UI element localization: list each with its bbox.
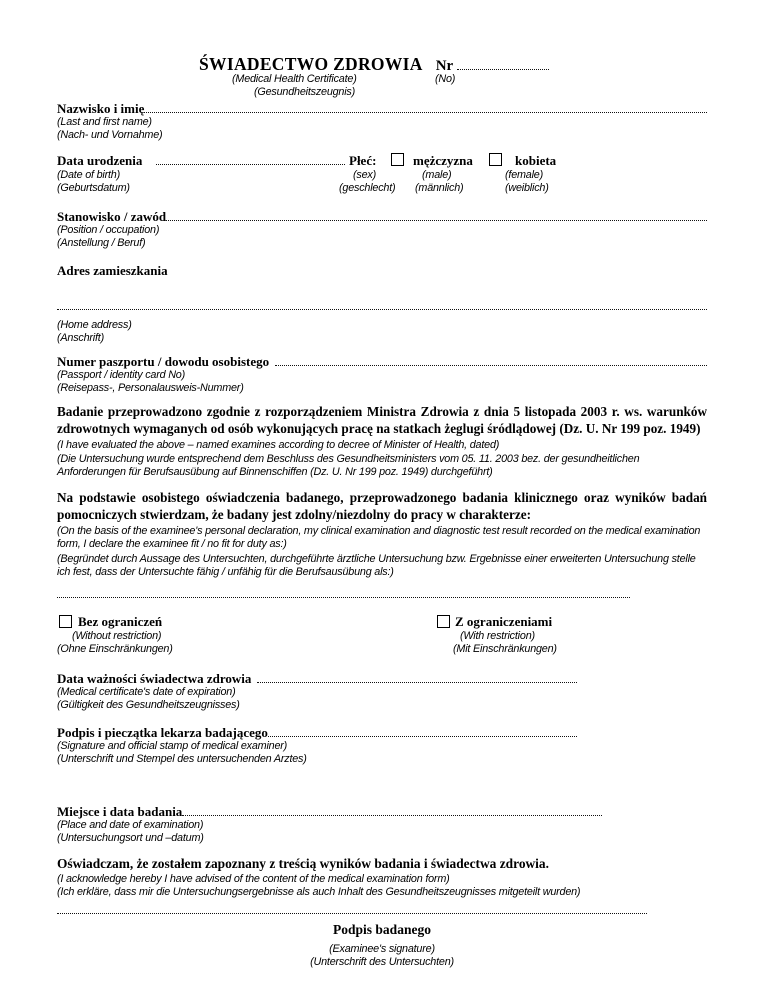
- decree-text-en: (I have evaluated the above – named examines according to decree of Minister of Health, dated): [57, 439, 500, 451]
- restrictions-section: [57, 614, 707, 658]
- document-title: ŚWIADECTWO ZDROWIA: [199, 54, 423, 74]
- examinee-signature-block: [57, 922, 707, 969]
- male-translation-de: (männlich): [415, 182, 464, 194]
- place-date-translation-en: (Place and date of examination): [57, 818, 204, 831]
- declaration-section: [57, 489, 707, 598]
- male-label: mężczyzna: [413, 153, 473, 168]
- checkbox-without-restriction[interactable]: [59, 615, 72, 628]
- sex-label: Płeć:: [349, 153, 377, 168]
- birth-date-translation-de: (Geburtsdatum): [57, 182, 130, 194]
- place-date-field-line[interactable]: [182, 815, 602, 816]
- sex-translation-en: (sex): [353, 169, 376, 181]
- female-translation-en: (female): [505, 169, 543, 181]
- expiration-field-line[interactable]: [257, 682, 577, 683]
- name-label: Nazwisko i imię: [57, 101, 145, 116]
- title-translation-en: (Medical Health Certificate): [232, 73, 357, 85]
- examinee-signature-label: Podpis badanego: [333, 921, 431, 937]
- name-section: [57, 101, 707, 142]
- title-translation-de: (Gesundheitszeugnis): [254, 86, 356, 98]
- passport-field-line[interactable]: [275, 365, 707, 366]
- address-translation-en: (Home address): [57, 319, 132, 331]
- acknowledgement-text-en: (I acknowledge hereby I have advised of the content of the medical examination form): [57, 872, 450, 885]
- passport-label: Numer paszportu / dowodu osobistego: [57, 354, 270, 369]
- place-date-label: Miejsce i data badania: [57, 803, 183, 819]
- declaration-text-de: (Begründet durch Aussage des Untersuchten, durchgeführte ärztliche Untersuchung bzw. Ergebnisse einer erweiterten Untersuchung stelle ich fest, dass der Untersuchte fähig / unfähig für die Berufsausübung als:): [57, 552, 696, 578]
- expiration-translation-en: (Medical certificate's date of expiration): [57, 685, 236, 698]
- examinee-signature-translation-de: (Unterschrift des Untersuchten): [310, 955, 454, 968]
- passport-section: [57, 354, 707, 395]
- decree-text-pl: Badanie przeprowadzono zgodnie z rozporządzeniem Ministra Zdrowia z dnia 5 listopada 2003 r. ws. warunków zdrowotnych wymaganych od osób wykonujących pracę na statkach żeglugi śródlądowej (Dz. U. Nr 199 poz. 1949): [57, 404, 707, 436]
- name-translation-de: (Nach- und Vornahme): [57, 129, 163, 141]
- without-restriction-label: Bez ograniczeń: [78, 613, 163, 629]
- decree-text-de: (Die Untersuchung wurde entsprechend dem Beschluss des Gesundheitsministers vom 05. 11. 2003 bez. der gesundheitlichen Anforderungen für Berufsausübung auf Binnenschiffen (Dz. U. Nr 199 poz. 1949) durchgeführt): [57, 452, 640, 478]
- address-label: Adres zamieszkania: [57, 263, 168, 278]
- position-label: Stanowisko / zawód: [57, 209, 167, 224]
- position-field-line[interactable]: [166, 220, 707, 221]
- examinee-signature-field-line[interactable]: [57, 912, 647, 914]
- checkbox-with-restriction[interactable]: [437, 615, 450, 628]
- sex-translation-de: (geschlecht): [339, 182, 396, 194]
- declaration-text-en: (On the basis of the examinee's personal declaration, my clinical examination and diagnostic test result recorded on the medical examination form, I declare the examinee fit / no fit for duty as:): [57, 524, 701, 550]
- certificate-number-label: Nr: [435, 58, 454, 74]
- with-restriction-en: (With restriction): [460, 629, 535, 642]
- position-translation-en: (Position / occupation): [57, 224, 160, 236]
- place-date-translation-de: (Untersuchungsort und –datum): [57, 831, 204, 844]
- with-restriction-label: Z ograniczeniami: [455, 613, 553, 629]
- with-restriction-de: (Mit Einschränkungen): [453, 642, 557, 655]
- examiner-signature-translation-en: (Signature and official stamp of medical examiner): [57, 739, 288, 752]
- birth-date-label: Data urodzenia: [57, 153, 143, 168]
- position-translation-de: (Anstellung / Beruf): [57, 237, 146, 249]
- without-restriction-de: (Ohne Einschränkungen): [57, 642, 173, 655]
- passport-translation-en: (Passport / identity card No): [57, 369, 186, 381]
- title-line: [199, 54, 549, 75]
- acknowledgement-text-de: (Ich erkläre, dass mir die Untersuchungsergebnisse als auch Inhalt des Gesundheitszeugnisses mitgeteilt wurden): [57, 886, 581, 898]
- examiner-signature-translation-de: (Unterschrift und Stempel des untersuchenden Arztes): [57, 752, 307, 765]
- examiner-signature-label: Podpis i pieczątka lekarza badającego: [57, 724, 268, 740]
- certificate-number-field[interactable]: [457, 69, 549, 70]
- document-header: [57, 54, 707, 101]
- expiration-section: [57, 671, 707, 712]
- address-field-line[interactable]: [57, 308, 707, 310]
- birth-sex-section: [57, 153, 707, 197]
- examinee-signature-translation-en: (Examinee's signature): [329, 942, 435, 955]
- address-section: [57, 263, 707, 345]
- name-translation-en: (Last and first name): [57, 116, 152, 128]
- birth-date-translation-en: (Date of birth): [57, 169, 121, 181]
- decree-section: [57, 403, 707, 480]
- name-field-line[interactable]: [144, 112, 707, 113]
- declaration-text-pl: Na podstawie osobistego oświadczenia badanego, przeprowadzonego badania klinicznego oraz wyników badań pomocniczych stwierdzam, że badany jest zdolny/niezdolny do pracy w charakterze:: [57, 489, 707, 522]
- without-restriction-en: (Without restriction): [72, 629, 162, 642]
- female-translation-de: (weiblich): [505, 182, 549, 194]
- female-label: kobieta: [515, 153, 557, 168]
- male-translation-en: (male): [422, 169, 452, 181]
- checkbox-male[interactable]: [391, 153, 404, 166]
- expiration-label: Data ważności świadectwa zdrowia: [57, 670, 252, 686]
- examiner-signature-field-line[interactable]: [268, 736, 577, 737]
- expiration-translation-de: (Gültigkeit des Gesundheitszeugnisses): [57, 698, 240, 711]
- acknowledgement-section: [57, 856, 707, 969]
- birth-date-field-line[interactable]: [156, 153, 345, 165]
- examiner-signature-section: [57, 725, 707, 766]
- capacity-field-line[interactable]: [57, 596, 630, 598]
- acknowledgement-text-pl: Oświadczam, że zostałem zapoznany z treścią wyników badania i świadectwa zdrowia.: [57, 855, 549, 871]
- checkbox-female[interactable]: [489, 153, 502, 166]
- position-section: [57, 209, 707, 250]
- place-date-section: [57, 804, 707, 845]
- address-translation-de: (Anschrift): [57, 332, 104, 344]
- passport-translation-de: (Reisepass-, Personalausweis-Nummer): [57, 382, 244, 394]
- number-translation-en: (No): [435, 73, 456, 85]
